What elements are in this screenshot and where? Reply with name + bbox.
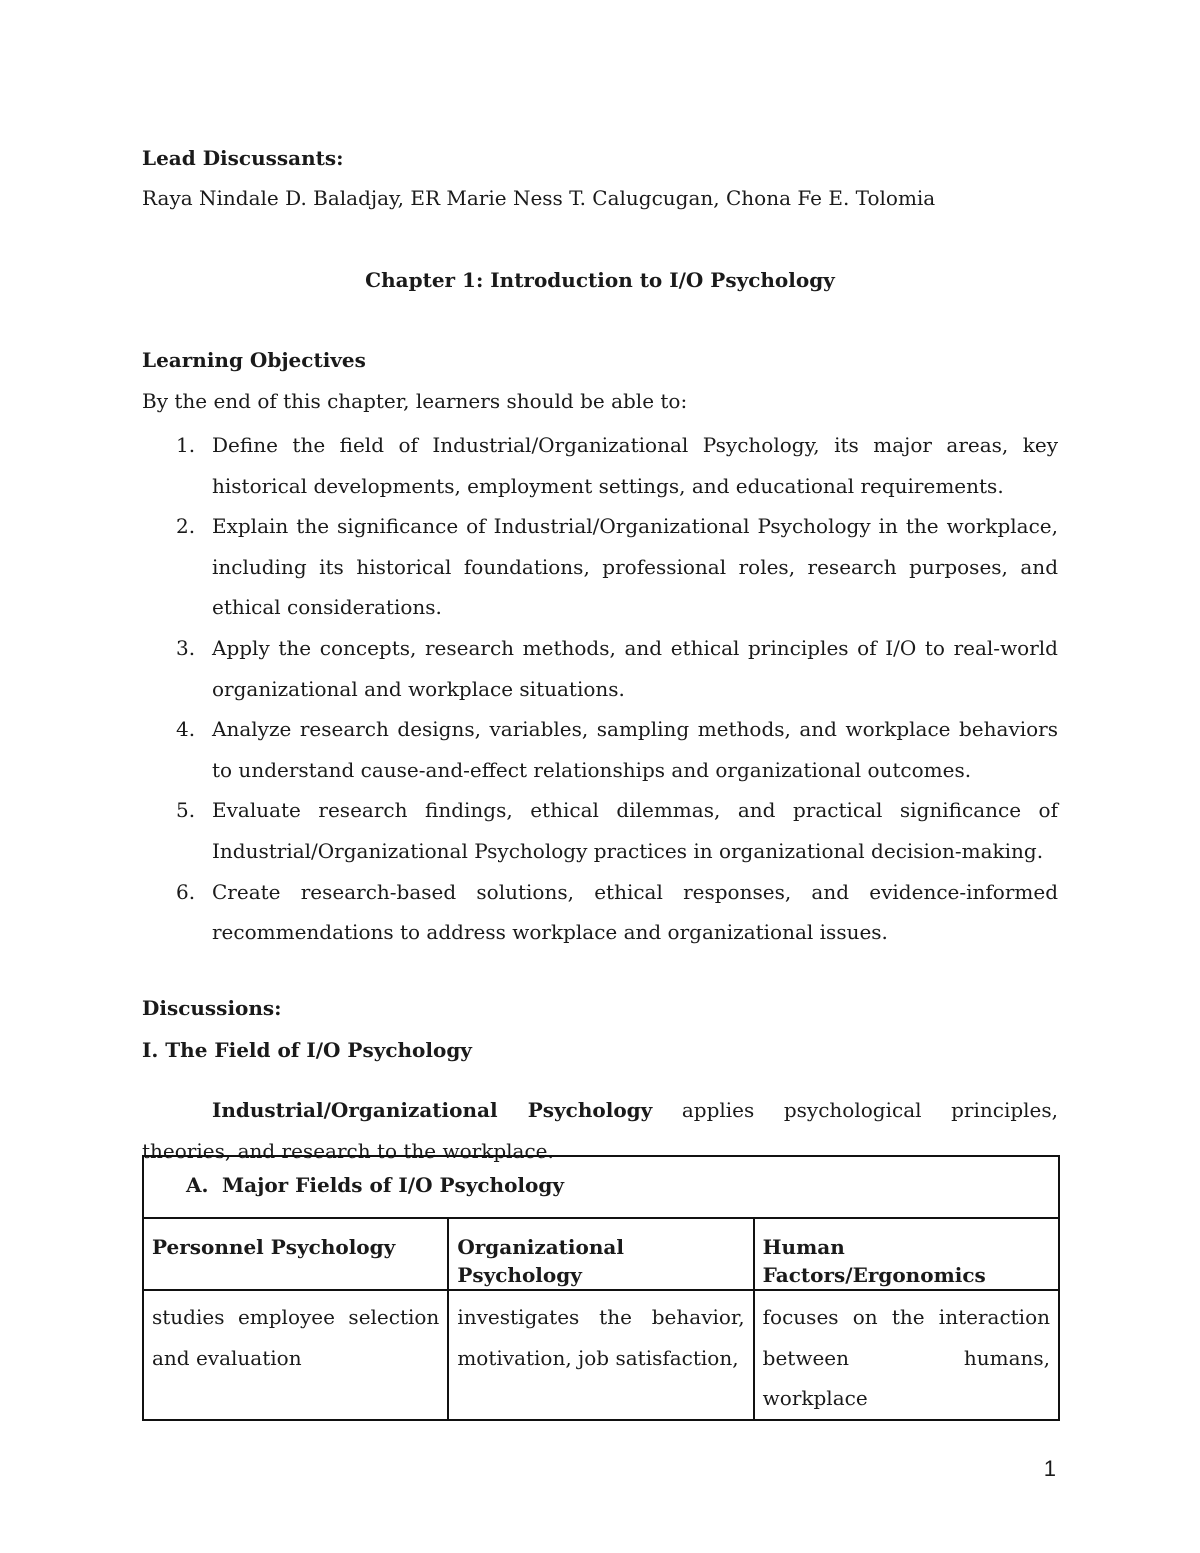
learning-objectives-heading: Learning Objectives xyxy=(142,348,366,372)
lead-discussants-heading: Lead Discussants: xyxy=(142,146,344,170)
intro-term: Industrial/Organizational Psychology xyxy=(212,1098,653,1122)
table-cell xyxy=(754,1290,1059,1420)
learning-objectives-list xyxy=(142,425,1058,953)
table-title xyxy=(152,1171,1050,1199)
table-title-cell xyxy=(143,1156,1059,1218)
cell-personnel-desc: studies employee selection and evaluation xyxy=(152,1305,440,1370)
table-cell xyxy=(143,1290,448,1420)
header-organizational-psychology: Organizational Psychology xyxy=(457,1235,624,1287)
objective-number: 4. xyxy=(176,717,196,742)
intro-text: applies psychological principles, theories, and research to the workplace. xyxy=(142,1098,1058,1163)
objective-text: Apply the concepts, research methods, and ethical principles of I/O to real-world organizational and workplace situations. xyxy=(212,635,1058,701)
header-personnel-psychology: Personnel Psychology xyxy=(152,1235,396,1259)
objective-number: 1. xyxy=(176,433,196,457)
lead-discussants-names: Raya Nindale D. Baladjay, ER Marie Ness T. Calugcugan, Chona Fe E. Tolomia xyxy=(142,186,936,210)
page-number: 1 xyxy=(1043,1456,1056,1481)
cell-organizational-desc: investigates the behavior, motivation, job satisfaction, xyxy=(457,1305,745,1370)
chapter-title: Chapter 1: Introduction to I/O Psychology xyxy=(365,268,835,292)
table-title-row xyxy=(143,1156,1059,1218)
objective-text: Evaluate research findings, ethical dilemmas, and practical significance of Industrial/Organizational Psychology practices in organizational decision-making. xyxy=(212,798,1058,863)
table-title-text: Major Fields of I/O Psychology xyxy=(222,1173,564,1197)
table-cell xyxy=(448,1290,753,1420)
table-header-cell xyxy=(143,1218,448,1290)
table-row xyxy=(143,1290,1059,1420)
cell-human-factors-desc: focuses on the interaction between humans, workplace xyxy=(762,1305,1050,1411)
table-header-row xyxy=(143,1218,1059,1290)
objective-item-2 xyxy=(142,506,1058,628)
objective-item-6 xyxy=(142,872,1058,953)
objective-item-3 xyxy=(142,628,1058,709)
section-heading: I. The Field of I/O Psychology xyxy=(142,1038,472,1062)
objective-text: Create research-based solutions, ethical responses, and evidence-informed recommendations to address workplace and organizational issues. xyxy=(212,879,1058,945)
objective-text: Explain the significance of Industrial/Organizational Psychology in the workplace, including its historical foundations, professional roles, research purposes, and ethical considerations. xyxy=(212,514,1058,620)
objective-number: 6. xyxy=(176,879,196,904)
objective-number: 2. xyxy=(176,514,196,539)
objective-item-4 xyxy=(142,709,1058,790)
learning-objectives-intro: By the end of this chapter, learners should be able to: xyxy=(142,389,688,413)
discussions-heading: Discussions: xyxy=(142,996,282,1020)
objective-item-5 xyxy=(142,790,1058,871)
header-human-factors: Human Factors/Ergonomics xyxy=(762,1235,986,1287)
table-header-cell xyxy=(448,1218,753,1290)
objective-item-1 xyxy=(142,425,1058,506)
table-header-cell xyxy=(754,1218,1059,1290)
objective-number: 3. xyxy=(176,635,196,660)
objective-text: Analyze research designs, variables, sampling methods, and workplace behaviors to understand cause-and-effect relationships and organizational outcomes. xyxy=(212,717,1058,782)
major-fields-table xyxy=(142,1155,1060,1421)
table-title-letter: A. xyxy=(186,1173,209,1197)
objective-text: Define the field of Industrial/Organizational Psychology, its major areas, key historical developments, employment settings, and educational requirements. xyxy=(212,433,1058,498)
objective-number: 5. xyxy=(176,798,196,823)
